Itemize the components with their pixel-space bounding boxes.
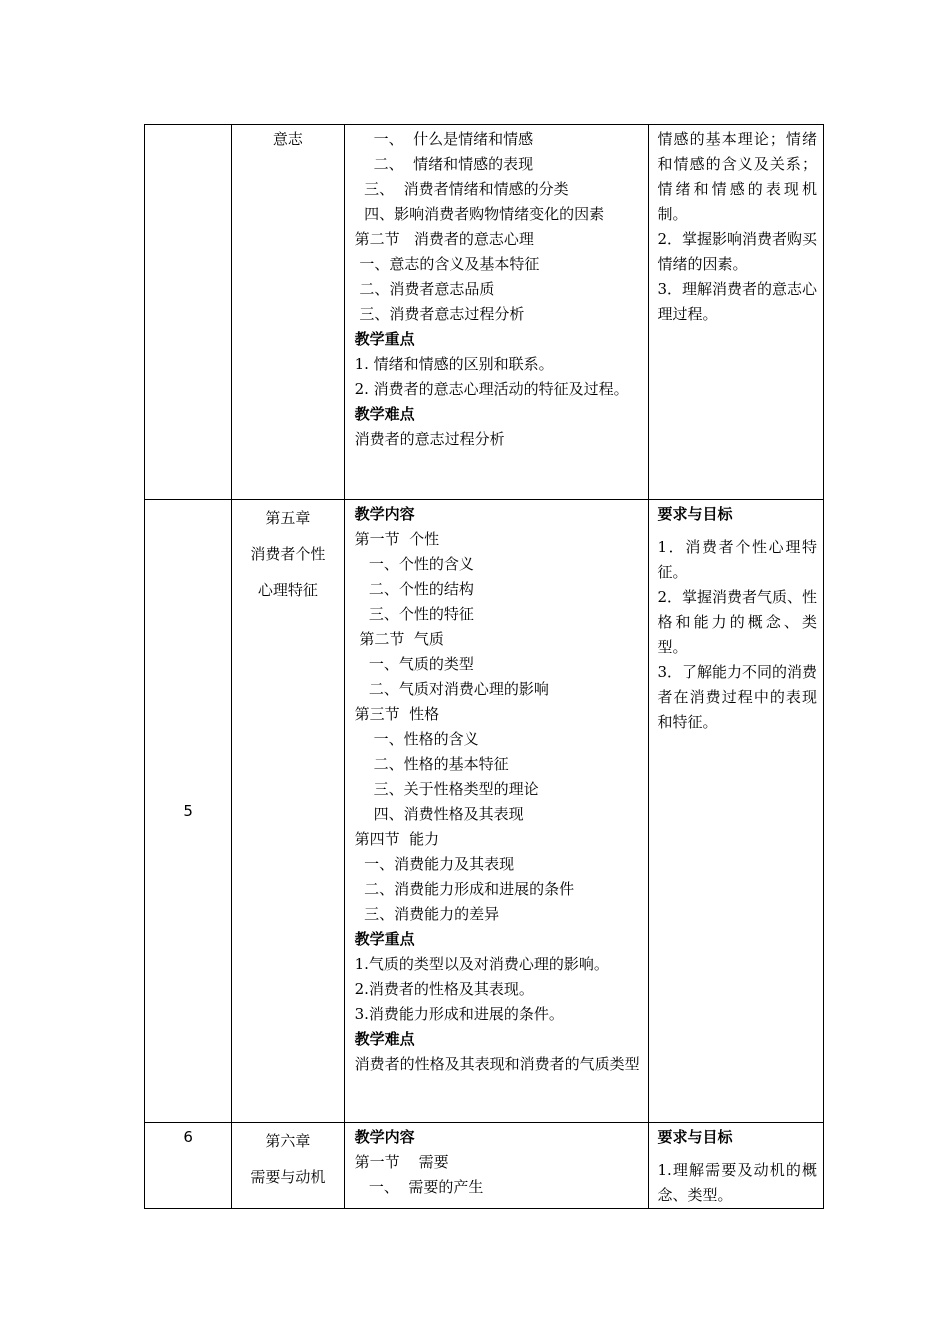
goal-item: 3．了解能力不同的消费者在消费过程中的表现和特征。 bbox=[657, 663, 818, 731]
key-point: 3.消费能力形成和进展的条件。 bbox=[354, 1005, 564, 1023]
goals-cell bbox=[649, 500, 824, 1123]
chapter-number: 第五章 bbox=[265, 509, 311, 527]
chapter-title: 需要与动机 bbox=[250, 1168, 326, 1186]
difficult-points-label: 教学难点 bbox=[354, 405, 415, 423]
key-point: 2.消费者的性格及其表现。 bbox=[354, 980, 534, 998]
content-line: 二、消费者意志品质 bbox=[354, 280, 495, 298]
content-line: 一、气质的类型 bbox=[354, 655, 474, 673]
row-number: 5 bbox=[183, 801, 193, 820]
content-line: 一、个性的含义 bbox=[354, 555, 474, 573]
row-number-cell bbox=[145, 1123, 232, 1209]
key-points-label: 教学重点 bbox=[354, 930, 415, 948]
content-line: 三、 消费者情绪和情感的分类 bbox=[354, 180, 569, 198]
key-point: 2. 消费者的意志心理活动的特征及过程。 bbox=[354, 380, 629, 398]
content-cell bbox=[344, 500, 649, 1123]
table-row bbox=[145, 125, 824, 500]
goal-item: 情感的基本理论；情绪和情感的含义及关系；情绪和情感的表现机制。 bbox=[657, 130, 817, 223]
content-label: 教学内容 bbox=[354, 1128, 415, 1146]
content-cell bbox=[344, 1123, 649, 1209]
chapter-cell bbox=[232, 1123, 344, 1209]
row-number-cell bbox=[145, 125, 232, 500]
goals-cell bbox=[649, 125, 824, 500]
chapter-cell bbox=[232, 500, 344, 1123]
chapter-title: 意志 bbox=[272, 130, 303, 148]
chapter-title: 心理特征 bbox=[257, 581, 318, 599]
goals-label: 要求与目标 bbox=[657, 505, 733, 523]
chapter-title: 消费者个性 bbox=[250, 545, 326, 563]
table-row bbox=[145, 1123, 824, 1209]
content-line: 三、个性的特征 bbox=[354, 605, 474, 623]
content-line: 二、个性的结构 bbox=[354, 580, 474, 598]
content-line: 第二节 气质 bbox=[354, 630, 444, 648]
content-line: 一、消费能力及其表现 bbox=[354, 855, 515, 873]
content-line: 一、 需要的产生 bbox=[354, 1178, 484, 1196]
goal-item: 2．掌握消费者气质、性格和能力的概念、类型。 bbox=[657, 588, 818, 656]
content-line: 二、消费能力形成和进展的条件 bbox=[354, 880, 575, 898]
goal-item: 1．消费者个性心理特征。 bbox=[657, 538, 817, 581]
goal-item: 2．掌握影响消费者购买情绪的因素。 bbox=[657, 230, 818, 273]
content-line: 第一节 个性 bbox=[354, 530, 440, 548]
key-points-label: 教学重点 bbox=[354, 330, 415, 348]
goals-cell bbox=[649, 1123, 824, 1209]
content-line: 二、气质对消费心理的影响 bbox=[354, 680, 549, 698]
content-line: 第四节 能力 bbox=[354, 830, 440, 848]
key-point: 1. 情绪和情感的区别和联系。 bbox=[354, 355, 554, 373]
goal-item: 3．理解消费者的意志心理过程。 bbox=[657, 280, 818, 323]
content-line: 第三节 性格 bbox=[354, 705, 440, 723]
content-line: 二、 情绪和情感的表现 bbox=[354, 155, 534, 173]
row-number: 6 bbox=[183, 1128, 193, 1146]
content-line: 三、消费能力的差异 bbox=[354, 905, 500, 923]
content-line: 四、影响消费者购物情绪变化的因素 bbox=[354, 205, 605, 223]
content-line: 三、关于性格类型的理论 bbox=[354, 780, 539, 798]
goal-item: 1.理解需要及动机的概念、类型。 bbox=[657, 1161, 817, 1204]
difficult-point: 消费者的意志过程分析 bbox=[354, 430, 505, 448]
chapter-cell bbox=[232, 125, 344, 500]
content-cell bbox=[344, 125, 649, 500]
table-row bbox=[145, 500, 824, 1123]
content-line: 一、性格的含义 bbox=[354, 730, 479, 748]
content-line: 一、 什么是情绪和情感 bbox=[354, 130, 534, 148]
content-line: 二、性格的基本特征 bbox=[354, 755, 509, 773]
row-number-cell bbox=[145, 500, 232, 1123]
content-line: 第二节 消费者的意志心理 bbox=[354, 230, 534, 248]
syllabus-table bbox=[144, 124, 824, 1209]
difficult-point: 消费者的性格及其表现和消费者的气质类型 bbox=[354, 1055, 640, 1073]
content-line: 第一节 需要 bbox=[354, 1153, 449, 1171]
goals-label: 要求与目标 bbox=[657, 1128, 733, 1146]
content-label: 教学内容 bbox=[354, 505, 415, 523]
content-line: 三、消费者意志过程分析 bbox=[354, 305, 525, 323]
key-point: 1.气质的类型以及对消费心理的影响。 bbox=[354, 955, 609, 973]
chapter-number: 第六章 bbox=[265, 1132, 311, 1150]
difficult-points-label: 教学难点 bbox=[354, 1030, 415, 1048]
content-line: 四、消费性格及其表现 bbox=[354, 805, 524, 823]
content-line: 一、意志的含义及基本特征 bbox=[354, 255, 540, 273]
